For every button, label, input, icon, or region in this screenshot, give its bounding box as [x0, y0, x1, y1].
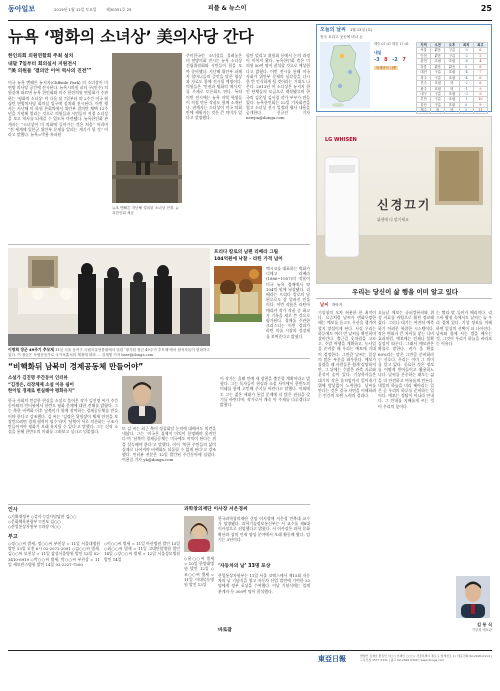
column-byline: [320, 302, 342, 309]
masthead-rule: [8, 20, 492, 21]
dust-badge: 미세먼지 나쁨: [376, 66, 397, 70]
weather-cell: 6: [473, 75, 487, 80]
personnel-item: ◇산업통상자원부 ▽과장 이○○: [8, 524, 61, 530]
weather-cell: -2: [459, 53, 473, 58]
lead-deck-2: 내달 7일부터 회의실서 지원전시: [8, 61, 77, 67]
personnel-item: ◇문화체육관광부 ▽전보 김○○: [8, 519, 61, 525]
weather-forecast-label: 내일: [374, 50, 382, 55]
obituary-title: 부고: [8, 534, 18, 540]
weather-cell: 구름: [445, 48, 459, 53]
weather-cell: 청주: [417, 75, 431, 80]
ad-brand: LG WHISEN: [325, 137, 357, 143]
lead-photo-caption: 뉴욕 맨해튼 지난해 설치된 소녀상 전경. 뉴욕한인회 제공: [112, 206, 180, 215]
statue-figure-icon: [112, 53, 182, 203]
column-body: 기상청의 오차 허용한 한 최적이다. 요즘처럼 날씨가 변화무쌍한 때는 예보를 듣고도 우산을 챙겨야 할지 망설이게 된다. 사실 우리는 하루에도 여러 번 날씨를 확인하며 살아간다. 출근길 옷차림을 고르고, 주말 여행을 계획하고, 농사일을 준비할 때 우리는 예보에 기대어 결정한다. 그만큼 날씨는 일상의 많은 부분을 좌우한다. 예보가 틀렸을 때 사람들은 쉽게 실망하지만, 그 뒤에는 수많은 관측 자료와 분석이 숨어 있다. 기상학자들은 대기의 작은 움직임까지 읽어내기 위해 밤낮없이 노력한다. 날씨를 안다는 것은 결국 자연을 이해하려는 인간의 오랜 노력의 결과다.: [318, 310, 376, 399]
weather-cell: -4: [459, 75, 473, 80]
ad-banner: [316, 116, 492, 284]
weather-cell: 전주: [417, 81, 431, 86]
footer-text: 발행인 김재호 편집인 이○○ 인쇄인 ○○○ | 서울특별시 종로구 청계천로 1 | 대표전화 02-2020-0114 | 구독신청 1577-3131 | 광고 02-2020-0300 | www.donga.com: [360, 654, 492, 662]
weather-cell: 맑음: [431, 48, 445, 53]
weather-cell: 흐림: [445, 75, 459, 80]
weather-cell: 4: [473, 59, 487, 64]
weather-header-cell: 지역: [417, 43, 431, 48]
weather-header-cell: 오전: [431, 43, 445, 48]
obituary-col3: ◇윤○○씨 별세 = 10일 한양대병원 발인 12일 ◇조○○씨 별세 = 11일 이대목동병원 발인 13일: [184, 556, 214, 588]
funeral-caption: [8, 348, 210, 357]
weather-cell: 흐림: [445, 97, 459, 102]
weather-header-cell: 최저: [459, 43, 473, 48]
weather-cell: 인천: [417, 53, 431, 58]
masthead: [8, 4, 492, 20]
car-day-body: 산업통상자원부는 11일 서울 코엑스에서 제15회 자동차의 날 기념식을 열고 자동차 산업 발전에 기여한 33명에게 정부 포상을 수여했다. 이날 기념식에는 업계 관계자 등 300여 명이 참석했다.: [218, 573, 310, 594]
weather-cell: -8: [459, 59, 473, 64]
section-label: 피플 & 뉴스이: [208, 5, 247, 12]
weather-cell: 광주: [417, 86, 431, 91]
weather-cell: 구름: [431, 97, 445, 102]
weather-cell: 구름: [431, 91, 445, 96]
painting-body-cont: [214, 326, 262, 350]
weather-temps: [374, 57, 414, 64]
temp-high-2: 7: [402, 57, 406, 63]
weather-cell: 8: [473, 81, 487, 86]
weather-date: 1월 12일 (토): [350, 28, 373, 32]
weather-cell: 부산: [417, 97, 431, 102]
lead-deck-1: 한인의회 의원연합회 주최 설치: [8, 54, 74, 59]
weather-sun: 해뜸 07:47 해짐 17:41: [374, 42, 409, 46]
weather-cell: -3: [459, 48, 473, 53]
interview-col3: 이 작가는 올해 안에 새 장편을 출간할 계획이라고 밝혔다. 그는 독자들이 현실과 소설 사이에서 한반도의 미래를 함께 고민해 주기를 바란다고 말했다. 이외에도 그는 젊은 세대가 통일 문제에 더 많은 관심을 갖기를 바란다며, 작가로서 계속 이 주제를 다루겠다고 밝혔다.: [220, 376, 310, 408]
painting-body: 멕시코를 대표하는 벽화가 디에고 리베라(1886∼1957)의 작품이 미국 뉴욕 경매에서 약 104억 원에 낙찰됐다. 리베라는 프리다 칼로의 남편으로도 잘 알려진 인물이다. 이번 작품은 라틴아메리카 작가 작품 중 최고가 기록을 새로 쓴 것으로 평가된다. 경매를 주관한 크리스티는 이번 결과가 라틴 미술 시장의 성장세를 보여준다고 밝혔다.: [266, 266, 310, 339]
weather-cell: 8: [473, 64, 487, 69]
weather-cell: 비: [445, 86, 459, 91]
lead-deck-3: “美 의원들 ‘결의안 이어 역사의 진전’”: [8, 69, 92, 74]
weather-cell: 9: [473, 91, 487, 96]
weather-cell: 울산: [417, 102, 431, 107]
weather-cell: -2: [459, 81, 473, 86]
correction-title: 바로잡: [218, 628, 232, 633]
personnel-list: [8, 514, 100, 530]
weather-subtitle: 전국 흐리고 곳곳에 비나 눈: [320, 35, 363, 39]
column-col3: 는 빨리 말 들이가 헤리미다. 리스바 왕점 속에서도 날씨는 늘 우리 곁에 있다. 기상 정보를 이해하면 일상의 선택이 더 나아진다. 날씨와 함께 사는 법을 배우는 것, 그것이 우리가 하늘을 바라보는 이유다.: [436, 310, 492, 347]
awards-headline: 과학창의재단 이사장 서은경씨: [184, 507, 248, 512]
weather-cell: 맑음: [431, 64, 445, 69]
funeral-caption-title: 이명희 장군 49주기 추모제: [8, 347, 54, 352]
temp-low: -3: [374, 57, 380, 63]
interview-deck-3: 한이일 경제로 변실해야 평화유지”: [8, 389, 75, 395]
awards-body: 한국과학창의재단 신임 이사장에 서은경 전북대 교수가 임명됐다. 과학기술정보통신부는 서 교수를 제8대 이사장으로 선임했다고 밝혔다. 서 이사장은 과학 문화 확산과 창의 인재 양성 분야에서 오래 활동해 왔다. 임기는 3년이다.: [218, 516, 310, 542]
weather-cell: 5: [473, 53, 487, 58]
weather-cell: 구름: [431, 70, 445, 75]
interview-deck: [8, 376, 118, 396]
column-byline-name: 허아거: [331, 303, 343, 307]
weather-cell: 맑음: [445, 64, 459, 69]
issue-date: 2019년 1월 12일 토요일: [54, 7, 97, 12]
weather-cell: 비: [445, 108, 459, 113]
weather-table-row: [417, 108, 488, 113]
column-rule: [316, 298, 492, 299]
weather-cell: 대전: [417, 70, 431, 75]
weather-cell: 구름: [431, 75, 445, 80]
weather-cell: 흐림: [445, 102, 459, 107]
obituary-body: ◇정○○씨 별세, 정○○씨 부친상 = 11일 서울대병원 발인 13일 오전 6시 02-2072-2091 ◇김○○씨 별세, 김○○씨 모친상 = 11일 삼성서울병원 발인 13일 02-3410-6919 ◇박○○씨 별세, 박○○씨 부친상 = 11일 세브란스병원 발인 14일 02-2227-7500: [8, 541, 100, 567]
funeral-photo: [8, 248, 210, 346]
temp-high: 8: [384, 57, 388, 63]
weather-cell: 6: [473, 48, 487, 53]
weather-table: [416, 42, 488, 114]
weather-header-cell: 최고: [473, 43, 487, 48]
weather-cell: 대구: [417, 91, 431, 96]
weather-cell: 0: [459, 102, 473, 107]
weather-cell: 11: [473, 108, 487, 113]
funeral-caption-body: 11일 서울 동작구 국립서울현충원에서 열린 ‘평가원 장군 49주기 추모제’에서 참석자들이 헌화하고 있다. 이 장군은 독립운동가로 국가보훈처의 제정에 따라 … 김재명 기자 base@donga.com: [8, 348, 210, 357]
interview-portrait: [122, 376, 162, 424]
interview-deck-1: 소설가 김진명 주간동이 인터뷰: [8, 376, 68, 381]
temp-low-2: -2: [392, 57, 398, 63]
weather-cell: 9: [473, 102, 487, 107]
lead-col3: 될만 밀리고 위원회 등에서 논의 과정이 이어져 왔다. 뉴욕한인회 측은 미 의원 50여 명이 참석할 것으로 예상한다고 밝혔다. 이번 전시를 통해 미국 사회가 위안부 문제의 심각성을 다시 한 번 인식하게 될 것이라는 기대도 나온다. 2013년 이 소녀상은 뉴저지 한인 단체들의 모금으로 제작됐으며 한국의 김운성 김서경 작가 부부가 만들었다. 뉴욕한인회는 12일 기자회견을 열고 소녀상 전시 일정과 행사 내용을 공개한다. 신규진 기자 newjin@donga.com: [246, 53, 310, 121]
weather-cell: 흐림: [445, 91, 459, 96]
awards-portrait: [184, 516, 214, 552]
personnel-item: ◇기획재정부 ◇감사 ▽감사담당관 김○○: [8, 514, 77, 519]
lead-headline: 뉴욕 ‘평화의 소녀상’ 美의사당 간다: [8, 27, 254, 46]
weather-cell: 구름: [445, 53, 459, 58]
weather-title: 오늘의 날씨: [320, 27, 346, 33]
page-number: 25: [480, 4, 492, 13]
paper-logo: 동아일보: [8, 5, 36, 13]
weather-map: [320, 42, 370, 108]
column-headline: 우리는 당신이 삶 행을 이미 알고 있다: [352, 288, 458, 296]
column-author: [436, 622, 492, 632]
painting-headline-2: 104억원에 낙찰 – 라틴 가격 넘어: [214, 256, 283, 262]
weather-cell: 10: [473, 97, 487, 102]
weather-cell: 흐림: [445, 59, 459, 64]
korea-map-icon: [320, 42, 370, 108]
interview-bottom-rule: [8, 504, 310, 505]
lead-deck: [8, 53, 108, 76]
weather-cell: 5: [459, 108, 473, 113]
weather-cell: 강릉: [417, 64, 431, 69]
weather-cell: 맑음: [431, 53, 445, 58]
column-author-photo: [456, 576, 490, 618]
weather-cell: 비: [445, 81, 459, 86]
weather-cell: 비: [431, 108, 445, 113]
lead-body: 미국 뉴욕 맨해튼 뉴저지(Cliffside Park) 의 소녀상이 미 연방 의사당 공간에 전시된다. 뉴욕시의원 피터 구(민주) 의원실에 따르면 뉴욕 한인회와 미주 한인의원 연합회가 주관하는 ‘평화의 소녀상’ 이 다음 달 7일부터 약 2주간 미국 워싱턴 연방의사당 회의실 입구에 설치돼 전시된다. 이번 행사는 지난해 미 하원 본회의에서 위안부 결의안 채택 12주년을 기념해 열리는 것으로 의원들과 시민들이 직접 소녀상을 보고 역사를 되새길 수 있도록 마련됐다. 뉴욕한인회 관계자는 “소녀상이 미 의회에 들어가는 것은 처음” 이라며 “전 세계에 일본군 위안부 문제를 알리는 계기가 될 것” 이라고 말했다. 뉴욕=박용 특파원: [8, 80, 108, 138]
column-byline-label: 날씨: [320, 303, 329, 308]
interview-body: 한국 사회의 민감한 현실을 소설로 풀어온 작가 김진명 씨가 주간동아와의 인터뷰에서 한반도 평화 문제에 대한 견해를 밝혔다. 그는 북한 비핵화 이후 남북미가 함께 참여하는 경제공동체를 만들어야 한다고 강조했다. 김 씨는 ‘김정은 위원장이 체제 안전을 보장받으려면 경제 협력이 필수’라며 ‘남북이 서로 의존하는 구조가 만들어져야 평화가 오래 유지될 수 있다’고 말했다. 그는 신작 소설을 통해 한반도의 미래를 그려보고 싶다고 덧붙였다.: [8, 398, 118, 435]
issue-number: 제30351호 25: [106, 7, 132, 12]
personnel-title: 인사: [8, 507, 18, 513]
column-col2: 오늘날 예보는 슈퍼컴퓨터와 위성 자료를 바탕으로 훨씬 정교해졌다. 그러나 대기는 여전히 예측하기 어려운 복잡한 시스템이다. 작은 변화가 큰 차이를 낳는 나비효과처럼, 예보에는 언제나 불확실성이 따른다. 그래서 예보관은 확률로 말한다. 비가 올 확률 60%라는 말은 그만큼 준비하라는 신호다. 우리는 이미 그 의미를 알고 있다. 중요한 것은 정보를 어떻게 받아들이고 활용하느냐다. 날씨를 존중하는 태도는 삶을 더 안전하고 여유롭게 만든다. 내일의 하늘을 미리 헤아리는 일은 곧 우리의 하루를 준비하는 일이다. 예보는 정답이 아니라 안내다. 그 안내를 지혜롭게 쓰는 것이 우리의 몫이다.: [378, 310, 434, 409]
lead-statue-photo: [112, 53, 182, 203]
painting-photo: [214, 266, 262, 322]
lead-bottom-rule: [8, 244, 310, 245]
footer-logo: 東亞日報: [318, 655, 346, 663]
weather-cell: -3: [459, 91, 473, 96]
ad-tag: 휘센에 다 맡기세요: [377, 217, 409, 222]
footer-rule: [8, 650, 492, 651]
interview-deck-2: “김정은, 리장체제 소설 이용 쉽어: [8, 382, 74, 388]
lead-col2: 주미한국인 소녀상을 올려놓은 미 연방의회 전시는 뉴욕 소녀상 건립위원회와 시민들이 힘을 모아 준비했다. 지난해 위안부 피해자 할머니들의 증언을 담은 영상과 자료도 함께 전시될 예정이다. 의원들은 ‘인권과 평화의 메시지’ 를 주제로 토론회도 연다. 특히 이번 전시에는 뉴욕 지역 학생들이 직접 만든 작품도 함께 소개된다. 관계자는 소녀상이 미국 의회 안에 세워지는 것은 큰 의미가 있다고 설명했다.: [186, 53, 242, 121]
weather-cell: 춘천: [417, 59, 431, 64]
weather-cell: 흐림: [431, 81, 445, 86]
ad-slogan: 신경끄기: [377, 198, 432, 212]
weather-cell: 서울: [417, 48, 431, 53]
column-author-title: 기상청 예보관: [471, 627, 492, 632]
mid-rule: [8, 358, 310, 359]
weather-cell: 흐림: [431, 86, 445, 91]
weather-cell: 구름: [431, 102, 445, 107]
weather-cell: 흐림: [445, 70, 459, 75]
weather-cell: -1: [459, 86, 473, 91]
weather-cell: 9: [473, 86, 487, 91]
obituary-col2: ◇이○○씨 별세 = 11일 아산병원 발인 13일 ◇최○○씨 별세 = 11일 고대안암병원 발인 14일 ◇강○○씨 별세 = 12일 서울성모병원 발인 14일: [104, 541, 180, 562]
car-day-headline: ‘자동차의 날’ 33명 포상: [218, 564, 271, 569]
weather-cell: 흐림: [431, 59, 445, 64]
column-author-name: 김 동 식: [476, 622, 492, 627]
weather-cell: 1: [459, 97, 473, 102]
weather-header-cell: 오후: [445, 43, 459, 48]
interview-col2: 또 김 씨는 최근 북미 정상회담 논의에 대해서도 의견을 내놨다. 그는 ‘미국은 경제적 이익이 분명해야 움직인다’며 ‘남북미 경제공동체는 미국에도 이익이 된다는 점을 설득해야 한다’고 말했다. 이어 ‘북한 주민들의 삶이 실제로 나아져야 비핵화도 되돌릴 수 없게 된다’고 강조했다. 인터뷰 전문은 12일 발간된 주간동아에 실렸다. 이용길 기자 yk@donga.com: [122, 426, 216, 463]
weather-cell: 7: [473, 70, 487, 75]
painting-headline-1: 프리다 칼로의 남편 리베라 그림: [214, 250, 279, 255]
weather-cell: -4: [459, 70, 473, 75]
painting-headline: [214, 250, 310, 263]
weather-cell: 0: [459, 64, 473, 69]
weather-cell: 제주: [417, 108, 431, 113]
interview-headline: “비핵화뒤 남북미 경제공동체 만들어야”: [8, 362, 144, 371]
